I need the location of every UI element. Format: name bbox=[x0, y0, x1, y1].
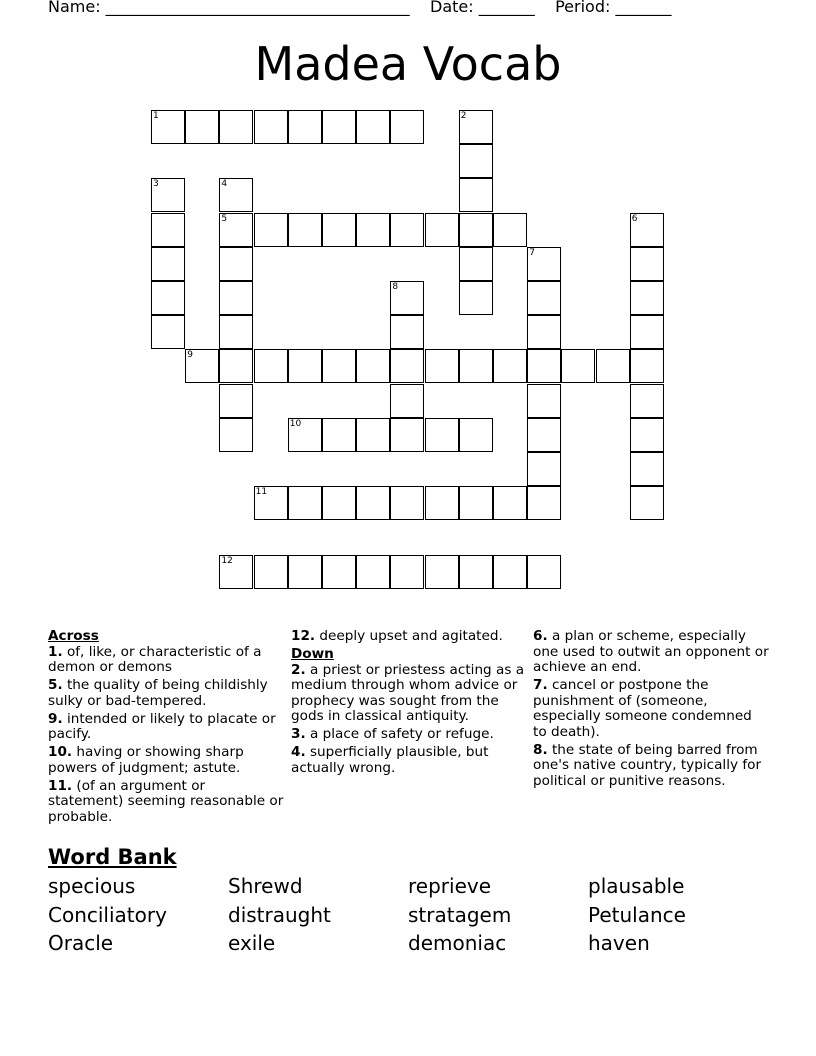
crossword-cell[interactable] bbox=[425, 555, 459, 589]
cell-number: 8 bbox=[392, 282, 399, 292]
crossword-cell[interactable] bbox=[493, 486, 527, 520]
crossword-cell[interactable] bbox=[219, 315, 253, 349]
word-bank-word: Oracle bbox=[48, 931, 114, 955]
crossword-cell[interactable] bbox=[151, 178, 185, 212]
crossword-cell[interactable] bbox=[356, 213, 390, 247]
crossword-cell[interactable] bbox=[322, 213, 356, 247]
word-bank-word: distraught bbox=[228, 903, 331, 927]
clues-column-3 bbox=[533, 629, 769, 792]
word-bank-word: Petulance bbox=[588, 903, 686, 927]
header-fields: Name: ______________________________________ Date: _______ Period: _______ bbox=[48, 0, 672, 16]
crossword-cell[interactable] bbox=[151, 213, 185, 247]
crossword-cell[interactable] bbox=[630, 281, 664, 315]
crossword-cell[interactable] bbox=[527, 384, 561, 418]
clue-number: 2. bbox=[291, 661, 306, 678]
cell-number: 11 bbox=[255, 487, 268, 498]
crossword-cell[interactable] bbox=[288, 486, 322, 520]
crossword-cell[interactable] bbox=[151, 315, 185, 349]
crossword-cell[interactable] bbox=[630, 315, 664, 349]
cell-number: 12 bbox=[221, 555, 233, 566]
crossword-cell[interactable] bbox=[151, 110, 185, 144]
crossword-cell[interactable] bbox=[219, 110, 253, 144]
crossword-cell[interactable] bbox=[185, 349, 219, 383]
clue-number: 11. bbox=[48, 777, 73, 794]
crossword-cell[interactable] bbox=[459, 281, 493, 315]
cell-number: 3 bbox=[153, 179, 159, 190]
cell-number: 2 bbox=[460, 111, 467, 121]
word-bank-title: Word Bank bbox=[48, 845, 177, 869]
cell-number: 7 bbox=[529, 247, 535, 258]
crossword-cell[interactable] bbox=[425, 418, 459, 452]
crossword-cell[interactable] bbox=[356, 349, 390, 383]
crossword-cell[interactable] bbox=[527, 555, 561, 589]
crossword-cell[interactable] bbox=[527, 315, 561, 349]
clue-text: the state of being barred from one's native country, typically for political or punitive reasons. bbox=[533, 741, 762, 789]
crossword-cell[interactable] bbox=[459, 247, 493, 281]
crossword-cell[interactable] bbox=[390, 555, 424, 589]
crossword-cell[interactable] bbox=[425, 349, 459, 383]
crossword-cell[interactable] bbox=[630, 213, 664, 247]
crossword-cell[interactable] bbox=[527, 281, 561, 315]
word-bank-word: demoniac bbox=[408, 931, 507, 955]
crossword-cell[interactable] bbox=[254, 555, 288, 589]
crossword-cell[interactable] bbox=[219, 384, 253, 418]
crossword-cell[interactable] bbox=[219, 247, 253, 281]
crossword-cell[interactable] bbox=[390, 281, 424, 315]
crossword-cell[interactable] bbox=[425, 213, 459, 247]
crossword-cell[interactable] bbox=[322, 349, 356, 383]
crossword-cell[interactable] bbox=[322, 110, 356, 144]
clue-text: having or showing sharp powers of judgment; astute. bbox=[48, 744, 244, 776]
word-bank-word: stratagem bbox=[408, 903, 512, 927]
crossword-cell[interactable] bbox=[527, 418, 561, 452]
clue-number: 12. bbox=[291, 628, 316, 644]
crossword-cell[interactable] bbox=[390, 418, 424, 452]
crossword-cell[interactable] bbox=[219, 418, 253, 452]
crossword-cell[interactable] bbox=[254, 486, 288, 520]
clue-number: 7. bbox=[533, 677, 548, 693]
clue-down-8 bbox=[533, 743, 769, 790]
crossword-cell[interactable] bbox=[527, 486, 561, 520]
clue-text: of, like, or characteristic of a demon or demons bbox=[48, 643, 262, 675]
crossword-cell[interactable] bbox=[288, 555, 322, 589]
cell-number: 6 bbox=[631, 213, 638, 224]
crossword-cell[interactable] bbox=[254, 349, 288, 383]
word-bank-word: Conciliatory bbox=[48, 903, 167, 927]
crossword-cell[interactable] bbox=[630, 247, 664, 281]
crossword-cell[interactable] bbox=[630, 452, 664, 486]
crossword-cell[interactable] bbox=[630, 384, 664, 418]
clue-number: 1. bbox=[48, 643, 63, 660]
crossword-cell[interactable] bbox=[151, 247, 185, 281]
clue-number: 3. bbox=[291, 726, 306, 742]
clue-text: a priest or priestess acting as a medium through whom advice or prophecy was sought from the gods in classical antiquity. bbox=[291, 661, 525, 724]
crossword-cell[interactable] bbox=[254, 110, 288, 144]
clue-across-1 bbox=[48, 645, 284, 676]
crossword-cell[interactable] bbox=[390, 110, 424, 144]
clue-number: 8. bbox=[533, 741, 548, 758]
crossword-cell[interactable] bbox=[630, 418, 664, 452]
crossword-cell[interactable] bbox=[527, 247, 561, 281]
crossword-cell[interactable] bbox=[390, 384, 424, 418]
clue-down-7 bbox=[533, 678, 769, 740]
crossword-cell[interactable] bbox=[459, 555, 493, 589]
word-bank-word: Shrewd bbox=[228, 874, 303, 898]
crossword-cell[interactable] bbox=[219, 349, 253, 383]
crossword-cell[interactable] bbox=[527, 349, 561, 383]
crossword-cell[interactable] bbox=[527, 452, 561, 486]
crossword-cell[interactable] bbox=[459, 178, 493, 212]
clue-text: deeply upset and agitated. bbox=[315, 628, 503, 644]
clue-number: 10. bbox=[48, 744, 73, 760]
crossword-cell[interactable] bbox=[493, 555, 527, 589]
word-bank-word: reprieve bbox=[408, 874, 492, 898]
clue-number: 4. bbox=[291, 744, 306, 760]
word-bank-word: haven bbox=[588, 931, 650, 955]
clue-across-10 bbox=[48, 745, 284, 776]
crossword-cell[interactable] bbox=[630, 349, 664, 383]
clue-text: a plan or scheme, especially one used to outwit an opponent or achieve an end. bbox=[533, 628, 769, 675]
clue-number: 5. bbox=[48, 677, 63, 693]
crossword-cell[interactable] bbox=[356, 110, 390, 144]
clue-text: superficially plausible, but actually wrong. bbox=[291, 744, 489, 776]
word-bank-word: specious bbox=[48, 874, 136, 898]
crossword-cell[interactable] bbox=[630, 486, 664, 520]
crossword-cell[interactable] bbox=[356, 555, 390, 589]
crossword-cell[interactable] bbox=[459, 349, 493, 383]
clue-text: a place of safety or refuge. bbox=[305, 726, 494, 742]
word-bank-word: exile bbox=[228, 931, 276, 955]
crossword-cell[interactable] bbox=[390, 213, 424, 247]
clue-across-5 bbox=[48, 678, 284, 709]
clue-text: the quality of being childishly sulky or bad-tempered. bbox=[48, 677, 268, 709]
crossword-cell[interactable] bbox=[322, 486, 356, 520]
crossword-cell[interactable] bbox=[219, 281, 253, 315]
crossword-cell[interactable] bbox=[288, 349, 322, 383]
clue-down-4 bbox=[291, 745, 527, 776]
page-title: Madea Vocab bbox=[254, 37, 562, 91]
crossword-cell[interactable] bbox=[219, 178, 253, 212]
crossword-cell[interactable] bbox=[459, 213, 493, 247]
clue-text: intended or likely to placate or pacify. bbox=[48, 710, 276, 742]
crossword-cell[interactable] bbox=[459, 144, 493, 178]
crossword-cell[interactable] bbox=[390, 315, 424, 349]
crossword-cell[interactable] bbox=[185, 110, 219, 144]
crossword-cell[interactable] bbox=[288, 110, 322, 144]
clue-across-9 bbox=[48, 712, 284, 743]
crossword-cell[interactable] bbox=[356, 486, 390, 520]
crossword-cell[interactable] bbox=[459, 418, 493, 452]
clue-down-2 bbox=[291, 663, 527, 725]
down-heading: Down bbox=[291, 646, 334, 662]
clue-text: cancel or postpone the punishment of (someone, especially someone condemned to death). bbox=[533, 677, 752, 740]
crossword-cell[interactable] bbox=[493, 213, 527, 247]
word-bank-word: plausable bbox=[588, 874, 685, 898]
crossword-cell[interactable] bbox=[390, 486, 424, 520]
clue-text: (of an argument or statement) seeming reasonable or probable. bbox=[48, 777, 284, 825]
crossword-cell[interactable] bbox=[151, 281, 185, 315]
clues-column-2 bbox=[291, 629, 527, 779]
crossword-cell[interactable] bbox=[356, 418, 390, 452]
crossword-cell[interactable] bbox=[596, 349, 630, 383]
crossword-cell[interactable] bbox=[390, 349, 424, 383]
across-heading: Across bbox=[48, 628, 99, 644]
cell-number: 5 bbox=[221, 213, 228, 224]
crossword-cell[interactable] bbox=[459, 110, 493, 144]
crossword-cell[interactable] bbox=[322, 418, 356, 452]
crossword-cell[interactable] bbox=[288, 418, 322, 452]
clue-across-12 bbox=[291, 629, 527, 645]
clue-down-3 bbox=[291, 727, 527, 743]
crossword-cell[interactable] bbox=[219, 213, 253, 247]
clue-across-11 bbox=[48, 779, 284, 826]
cell-number: 9 bbox=[187, 350, 193, 361]
crossword-cell[interactable] bbox=[459, 486, 493, 520]
clue-number: 9. bbox=[48, 710, 63, 727]
clue-down-6 bbox=[533, 629, 769, 676]
crossword-cell[interactable] bbox=[425, 486, 459, 520]
cell-number: 4 bbox=[221, 179, 228, 190]
crossword-cell[interactable] bbox=[254, 213, 288, 247]
clues-column-1 bbox=[48, 629, 284, 828]
cell-number: 1 bbox=[153, 111, 159, 121]
crossword-cell[interactable] bbox=[561, 349, 595, 383]
crossword-cell[interactable] bbox=[493, 349, 527, 383]
crossword-cell[interactable] bbox=[219, 555, 253, 589]
crossword-cell[interactable] bbox=[322, 555, 356, 589]
clue-number: 6. bbox=[533, 628, 548, 644]
crossword-cell[interactable] bbox=[288, 213, 322, 247]
cell-number: 10 bbox=[289, 418, 302, 429]
